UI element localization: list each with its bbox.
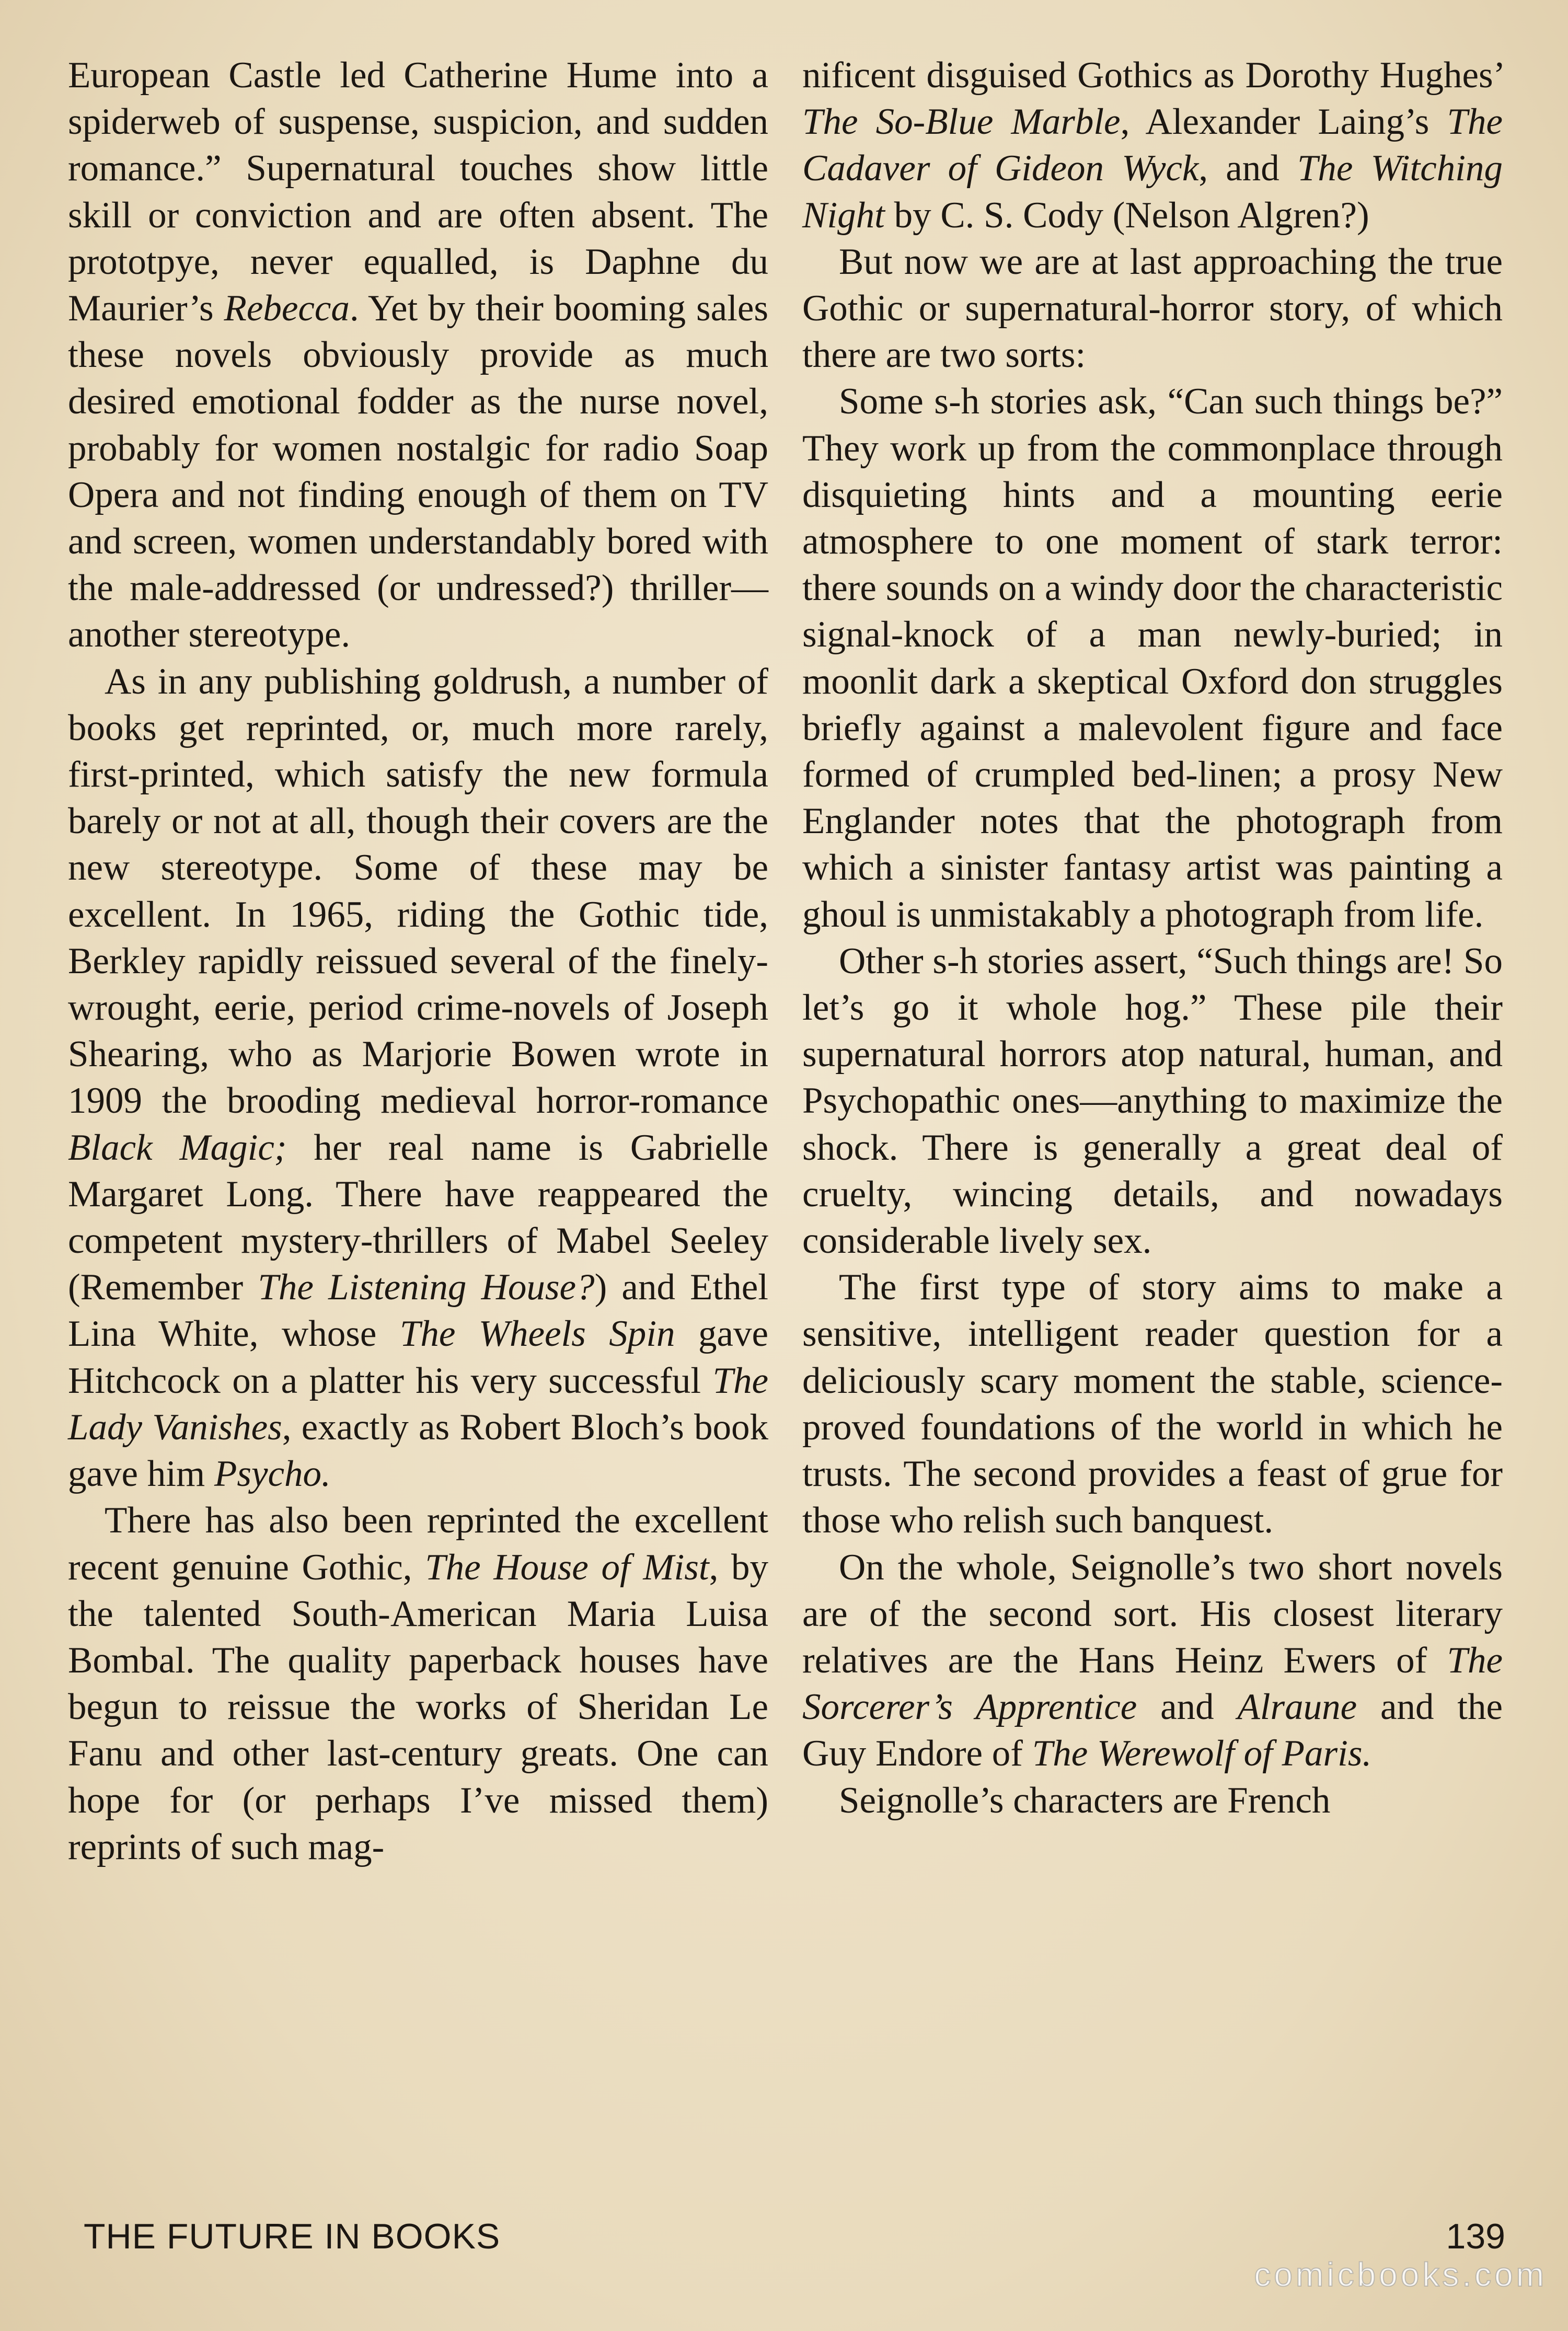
right-column xyxy=(802,52,1503,1824)
body-text: But now we are at last approaching the true Gothic or supernatural-horror story, of which there are two sorts: xyxy=(802,241,1503,376)
italic-title-text: Psycho. xyxy=(214,1453,331,1495)
paragraph xyxy=(802,938,1503,1264)
paragraph xyxy=(68,1497,768,1871)
body-text: by C. S. Cody (Nelson Algren?) xyxy=(884,194,1369,236)
italic-title-text: The House of Mist xyxy=(425,1547,709,1588)
paragraph xyxy=(802,239,1503,379)
body-text: Seignolle’s characters are French xyxy=(839,1780,1331,1821)
italic-title-text: The Listening House? xyxy=(258,1267,595,1308)
italic-title-text: Rebecca xyxy=(224,288,350,329)
body-text: , exactly as Robert Bloch’s book gave him xyxy=(68,1406,769,1495)
body-text: There has also been reprinted the excellent recent genuine Gothic, xyxy=(68,1500,768,1588)
body-text: ) and Ethel Lina White, whose xyxy=(68,1267,769,1355)
italic-title-text: The Sorcerer’s Apprentice xyxy=(802,1640,1503,1728)
italic-title-text: The Witching Night xyxy=(802,148,1503,236)
italic-title-text: The So-Blue Marble xyxy=(802,101,1121,143)
body-text: Other s-h stories assert, “Such things are! So let’s go it whole hog.” These pile their supernatural horrors atop natural, human, and Psychopathic ones—anything to maximize the shock. There is generally a great deal of cruelty, wincing details, and nowadays considerable lively sex. xyxy=(802,940,1503,1262)
paragraph xyxy=(68,52,768,659)
paragraph xyxy=(68,659,768,1498)
left-column xyxy=(68,52,768,1871)
paragraph xyxy=(802,1264,1503,1544)
body-text: European Castle led Catherine Hume into a spiderweb of suspense, suspicion, and sudden romance.” Supernatural touches show little skill or conviction and are often absent. The prototpye, never equalled, is Daphne du Maurier’s xyxy=(68,55,768,329)
body-text: As in any publishing goldrush, a number of books get reprinted, or, much more rarely, first-printed, which satisfy the new formula barely or not at all, though their covers are the new stereotype. Some of these may be excellent. In 1965, riding the Gothic tide, Berkley rapidly reissued several of the finely-wrought, eerie, period crime-novels of Joseph Shearing, who as Marjorie Bowen wrote in 1909 the brooding medieval horror-romance xyxy=(68,661,768,1122)
paragraph xyxy=(802,378,1503,938)
body-text: The first type of story aims to make a sensitive, intelligent reader question for a deliciously scary moment the stable, science-proved foundations of the world in which he trusts. The second provides a feast of grue for those who relish such banquest. xyxy=(802,1267,1503,1541)
italic-title-text: The Werewolf of Paris. xyxy=(1032,1733,1372,1774)
watermark: comicbooks.com xyxy=(1254,2256,1547,2293)
body-text: her real name is Gabrielle Margaret Long. There have reappeared the competent mystery-thrillers of Mabel Seeley (Remember xyxy=(68,1127,769,1308)
italic-title-text: Black Magic; xyxy=(68,1127,287,1168)
italic-title-text: The Lady Vanishes xyxy=(68,1360,768,1448)
paragraph xyxy=(802,52,1503,239)
page-number: 139 xyxy=(1446,2217,1505,2256)
body-text: Some s-h stories ask, “Can such things be?” They work up from the commonplace through disquieting hints and a mounting eerie atmosphere to one moment of stark terror: there sounds on a windy door the characteristic signal-knock of a man newly-buried; in moonlit dark a skeptical Oxford don struggles briefly against a malevolent figure and face formed of crumpled bed-linen; a prosy New Englander notes that the photograph from which a sinister fantasy artist was painting a ghoul is unmistakably a photograph from life. xyxy=(802,381,1503,935)
body-text: , Alexander Laing’s xyxy=(1120,101,1447,143)
body-text: and the Guy Endore of xyxy=(802,1687,1503,1774)
paragraph xyxy=(802,1544,1503,1778)
body-text: On the whole, Seignolle’s two short novels are of the second sort. His closest literary relatives are the Hans Heinz Ewers of xyxy=(802,1547,1503,1681)
body-text: gave Hitchcock on a platter his very successful xyxy=(68,1313,768,1401)
paragraph xyxy=(802,1778,1503,1824)
body-text: , and xyxy=(1198,148,1297,189)
running-title: THE FUTURE IN BOOKS xyxy=(84,2217,501,2256)
italic-title-text: The Wheels Spin xyxy=(399,1313,675,1355)
body-text: and xyxy=(1137,1687,1238,1728)
italic-title-text: Alraune xyxy=(1237,1687,1357,1728)
body-text: . Yet by their booming sales these novels obviously provide as much desired emotional fodder as the nurse novel, probably for women nostalgic for radio Soap Opera and not finding enough of them on TV and screen, women understandably bored with the male-addressed (or undressed?) thriller—another stereotype. xyxy=(68,288,768,655)
body-text: nificent disguised Gothics as Dorothy Hughes’ xyxy=(802,55,1503,96)
italic-title-text: The Cadaver of Gideon Wyck xyxy=(802,101,1503,189)
body-text: , by the talented South-American Maria Luisa Bombal. The quality paperback houses have begun to reissue the works of Sheridan Le Fanu and other last-century greats. One can hope for (or perhaps I’ve missed them) reprints of such mag- xyxy=(68,1547,769,1867)
